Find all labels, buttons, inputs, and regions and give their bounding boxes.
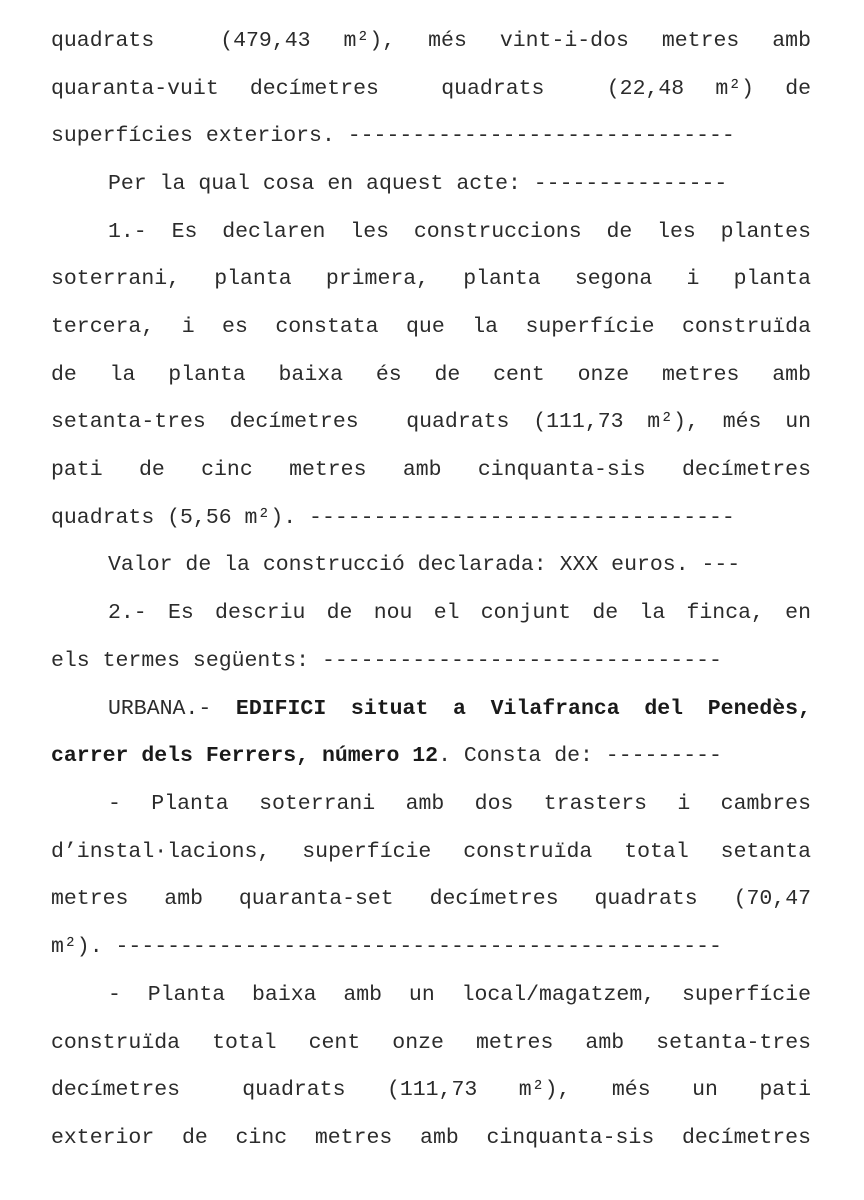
text-line: els termes següents: ------------------------------- (51, 649, 722, 673)
text-line: 2.- Es descriu de nou el conjunt de la finca, en (108, 601, 811, 625)
text-line: setanta-tres decímetres quadrats (111,73 m²), més un (51, 410, 811, 434)
text-continuation: . Consta de: --------- (438, 744, 722, 768)
text-line (51, 741, 811, 771)
text-line: quadrats (5,56 m²). --------------------------------- (51, 506, 735, 530)
text-line: pati de cinc metres amb cinquanta-sis decímetres (51, 458, 811, 482)
property-address: carrer dels Ferrers, número 12 (51, 744, 439, 768)
text-line: m²). ----------------------------------------------- (51, 935, 722, 959)
text-line (108, 694, 811, 724)
text-line: exterior de cinc metres amb cinquanta-sis decímetres (51, 1126, 811, 1150)
text-line: quaranta-vuit decímetres quadrats (22,48 m²) de (51, 77, 811, 101)
text-line: superfícies exteriors. ------------------------------ (51, 124, 735, 148)
text-line: construïda total cent onze metres amb setanta-tres (51, 1031, 811, 1055)
text-line: d’instal·lacions, superfície construïda total setanta (51, 840, 811, 864)
text-line: metres amb quaranta-set decímetres quadrats (70,47 (51, 887, 811, 911)
text-line: quadrats (479,43 m²), més vint-i-dos metres amb (51, 29, 811, 53)
text-line: 1.- Es declaren les construccions de les plantes (108, 220, 811, 244)
text-line: decímetres quadrats (111,73 m²), més un pati (51, 1078, 811, 1102)
text-line: tercera, i es constata que la superfície construïda (51, 315, 811, 339)
text-line: Valor de la construcció declarada: XXX euros. --- (108, 553, 741, 577)
section-label: URBANA.- (108, 697, 236, 721)
text-line: soterrani, planta primera, planta segona i planta (51, 267, 811, 291)
text-line: Per la qual cosa en aquest acte: --------------- (108, 172, 728, 196)
property-heading: EDIFICI situat a Vilafranca del Penedès, (235, 697, 811, 721)
text-line: - Planta soterrani amb dos trasters i cambres (108, 792, 811, 816)
text-line: - Planta baixa amb un local/magatzem, superfície (108, 983, 811, 1007)
text-line: de la planta baixa és de cent onze metres amb (51, 363, 811, 387)
